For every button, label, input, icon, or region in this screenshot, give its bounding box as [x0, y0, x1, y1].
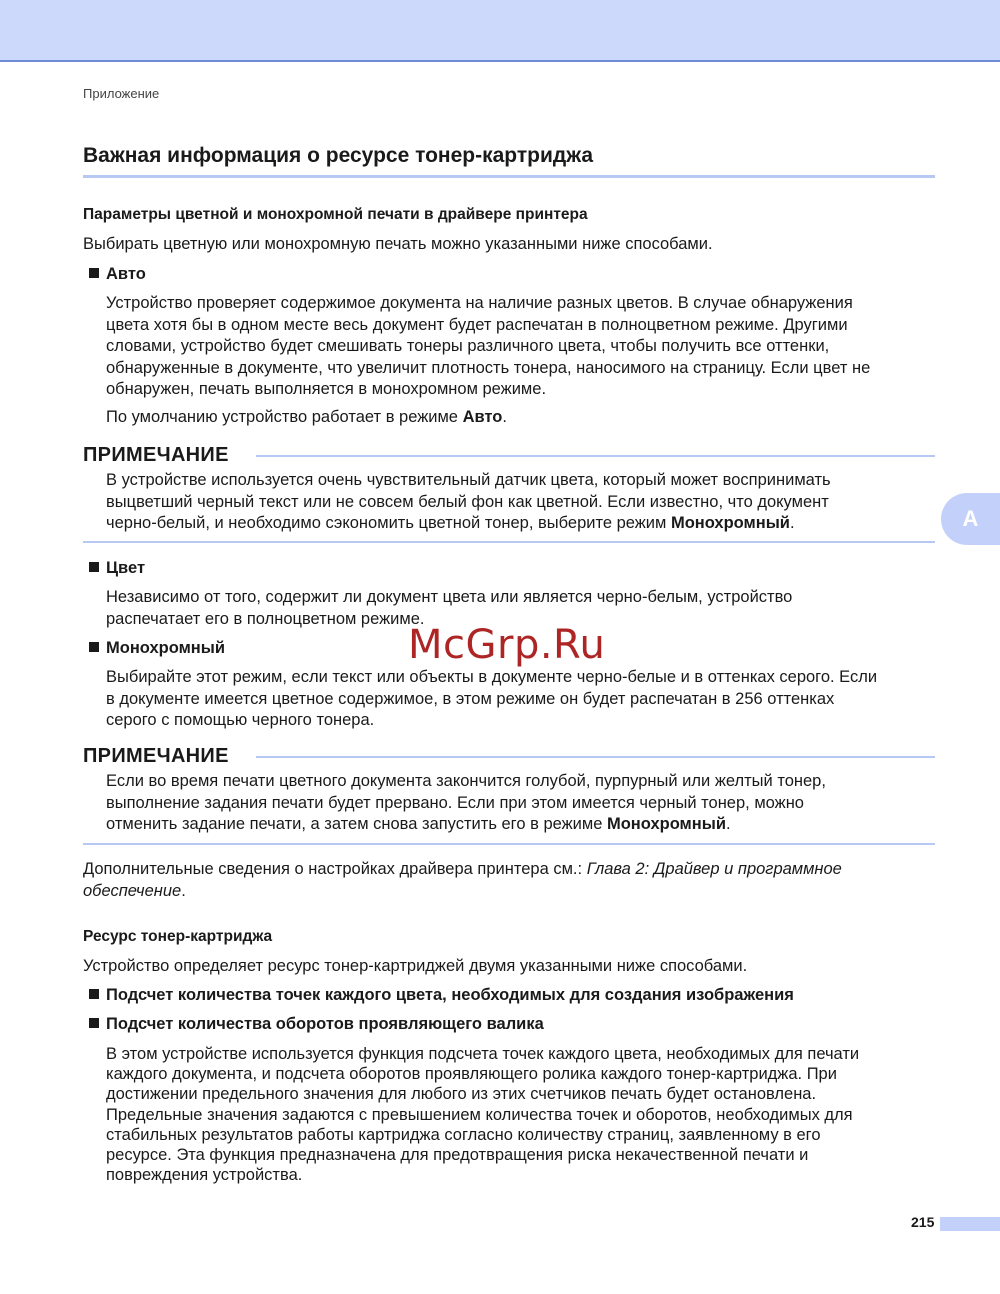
text-line: [83, 859, 842, 881]
note-body: [106, 470, 831, 535]
text-line: В этом устройстве используется функция подсчета точек каждого цвета, необходимых для печати: [106, 1045, 860, 1063]
section-intro: Устройство определяет ресурс тонер-картриджей двумя указанными ниже способами.: [83, 957, 748, 975]
text-line: [83, 881, 842, 903]
square-bullet-icon: [89, 642, 99, 652]
note-heading: ПРИМЕЧАНИЕ: [83, 444, 229, 466]
text-line: распечатает его в полноцветном режиме.: [106, 609, 425, 628]
default-prefix: По умолчанию устройство работает в режиме: [106, 408, 463, 426]
note-rule: [256, 455, 935, 457]
auto-description: [106, 293, 870, 401]
text-line: каждого документа, и подсчета оборотов проявляющего ролика каждого тонер-картриджа. При: [106, 1065, 837, 1084]
bullet-dot-count: [89, 986, 794, 1005]
page-number-bar: [940, 1217, 1000, 1231]
note-suffix: .: [789, 514, 795, 532]
more-info-paragraph: [83, 859, 842, 902]
default-mode: Авто: [462, 408, 503, 426]
text-line: В устройстве используется очень чувствительный датчик цвета, который может воспринимать: [106, 471, 831, 489]
chapter-tab: A: [941, 493, 1000, 545]
text-line: Выбирайте этот режим, если текст или объекты в документе черно-белые и в оттенках серого. Если: [106, 668, 878, 686]
watermark: McGrp.Ru: [408, 622, 606, 668]
bullet-dot-count-label: Подсчет количества точек каждого цвета, необходимых для создания изображения: [106, 986, 794, 1004]
breadcrumb: Приложение: [83, 86, 160, 101]
bullet-mono-label: Монохромный: [106, 639, 225, 657]
page-title: Важная информация о ресурсе тонер-картриджа: [83, 144, 935, 178]
toner-life-description: [106, 1044, 859, 1185]
text-line: серого с помощью черного тонера.: [106, 711, 375, 729]
text-line: выполнение задания печати будет прервано. Если при этом имеется черный тонер, можно: [106, 793, 804, 812]
text-line: Если во время печати цветного документа закончится голубой, пурпурный или желтый тонер,: [106, 772, 826, 790]
bullet-roller-count: [89, 1015, 544, 1034]
square-bullet-icon: [89, 989, 99, 999]
text-line: цвета хотя бы в одном месте весь документ будет распечатан в полноцветном режиме. Другими: [106, 315, 848, 334]
note-mode: Монохромный: [606, 815, 726, 833]
text-line: словами, устройство будет смешивать тонеры различного цвета, чтобы получить все оттенки,: [106, 337, 830, 355]
more-info-suffix: .: [181, 881, 186, 900]
section-intro: Выбирать цветную или монохромную печать можно указанными ниже способами.: [83, 235, 713, 253]
text-line: Независимо от того, содержит ли документ цвета или является черно-белым, устройство: [106, 588, 793, 606]
mono-description: [106, 667, 877, 732]
note-mode: Монохромный: [670, 514, 790, 532]
note-heading: ПРИМЕЧАНИЕ: [83, 745, 229, 767]
text-line: ресурсе. Эта функция предназначена для предотвращения риска некачественной печати и: [106, 1146, 809, 1165]
bullet-roller-count-label: Подсчет количества оборотов проявляющего валика: [106, 1015, 544, 1033]
note-line-text: черно-белый, и необходимо сэкономить цветной тонер, выберите режим: [106, 514, 671, 532]
auto-default-text: [106, 407, 507, 429]
note-suffix: .: [725, 815, 731, 833]
bullet-auto: [89, 265, 146, 284]
text-line: Предельные значения задаются с превышением количества точек и оборотов, необходимых для: [106, 1105, 853, 1124]
text-line: выцветший черный текст или не совсем белый фон как цветной. Если известно, что документ: [106, 492, 829, 511]
square-bullet-icon: [89, 562, 99, 572]
bullet-auto-label: Авто: [106, 265, 146, 283]
text-line: Устройство проверяет содержимое документа на наличие разных цветов. В случае обнаружения: [106, 294, 853, 312]
bullet-color: [89, 559, 145, 578]
note-end-rule: [83, 843, 935, 845]
bullet-color-label: Цвет: [106, 559, 146, 577]
text-line: достижении предельного значения для любого из этих счетчиков печать будет остановлена.: [106, 1085, 817, 1104]
note-end-rule: [83, 541, 935, 543]
section-heading-toner-life: Ресурс тонер-картриджа: [83, 928, 273, 945]
top-header-bar: [0, 0, 1000, 62]
note-rule: [256, 756, 935, 758]
text-line: обнаружен, печать выполняется в монохромном режиме.: [106, 380, 547, 398]
chapter-reference-cont: обеспечение: [83, 881, 182, 900]
more-info-prefix: Дополнительные сведения о настройках драйвера принтера см.:: [83, 860, 587, 878]
text-line: в документе имеется цветное содержимое, в этом режиме он будет распечатан в 256 оттенках: [106, 689, 835, 708]
page-number: 215: [911, 1214, 935, 1230]
chapter-reference: Глава 2: Драйвер и программное: [586, 860, 842, 878]
square-bullet-icon: [89, 1018, 99, 1028]
text-line: [106, 513, 831, 535]
default-suffix: .: [502, 408, 507, 426]
text-line: стабильных результатов работы картриджа согласно количеству страниц, заявленному в его: [106, 1125, 821, 1144]
note-body: [106, 771, 826, 836]
text-line: обнаруженные в документе, что увеличит плотность тонера, наносимого на страницу. Если цвет не: [106, 358, 871, 377]
note-line-text: отменить задание печати, а затем снова запустить его в режиме: [106, 815, 607, 833]
square-bullet-icon: [89, 268, 99, 278]
text-line: [106, 814, 826, 836]
text-line: повреждения устройства.: [106, 1166, 303, 1185]
section-heading-print-settings: Параметры цветной и монохромной печати в драйвере принтера: [83, 206, 588, 223]
bullet-mono: [89, 639, 225, 658]
